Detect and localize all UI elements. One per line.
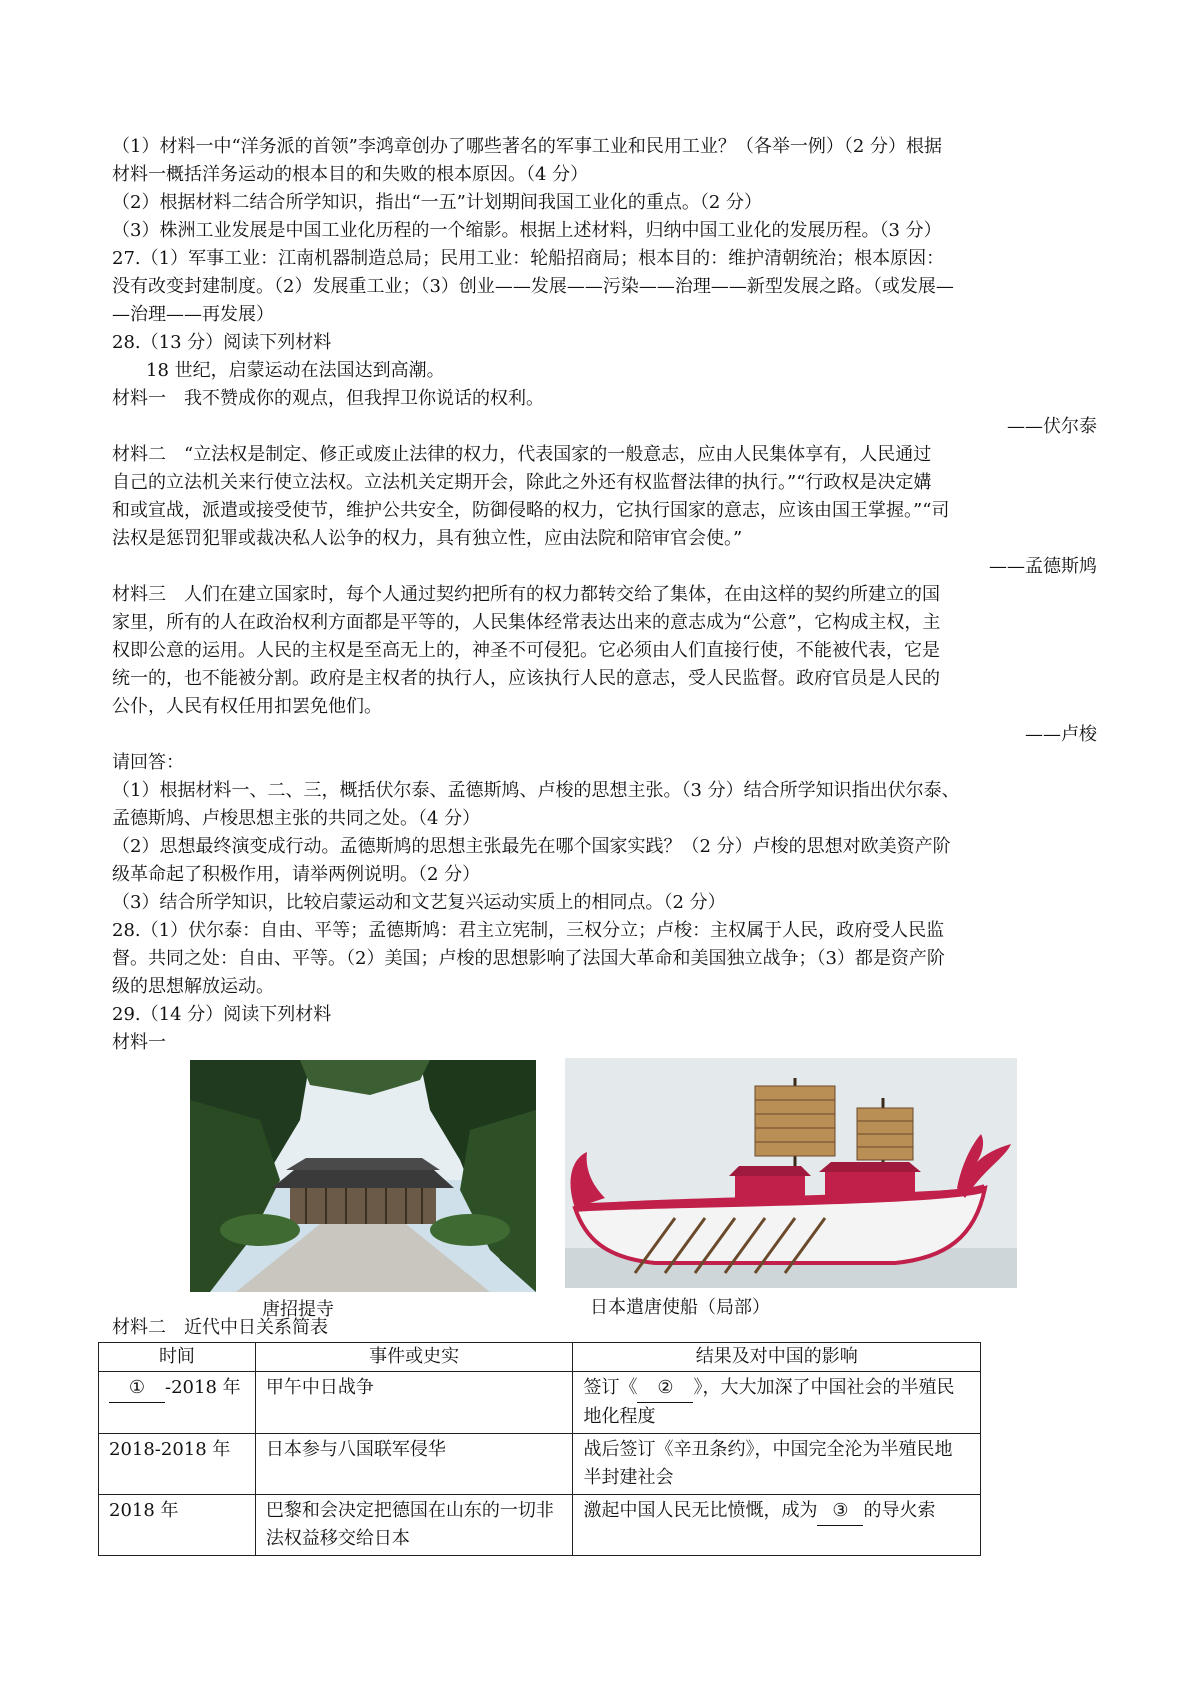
answer-28-line-1: 28.（1）伏尔泰：自由、平等；孟德斯鸠：君主立宪制，三权分立；卢梭：主权属于人民，政府受人民监: [112, 920, 945, 941]
attribution-rousseau: ——卢梭: [1025, 724, 1097, 745]
fill-blank-2: ②: [637, 1374, 693, 1403]
time-cell: [99, 1372, 256, 1434]
table-row: [99, 1434, 981, 1495]
header-time: 时间: [99, 1343, 256, 1372]
material-2-line-2: 自己的立法机关来行使立法权。立法机关定期开会，除此之外还有权监督法律的执行。”“行政权是决定媾: [112, 472, 932, 493]
material-1-voltaire: 材料一 我不赞成你的观点，但我捍卫你说话的权利。: [112, 388, 544, 409]
material-3-line-2: 家里，所有的人在政治权利方面都是平等的，人民集体经常表达出来的意志成为“公意”，它构成主权，主: [112, 612, 941, 633]
material-3-line-1: 材料三 人们在建立国家时，每个人通过契约把所有的权力都转交给了集体，在由这样的契约所建立的国: [112, 584, 940, 605]
question-28-2-line-1: （2）思想最终演变成行动。孟德斯鸠的思想主张最先在哪个国家实践？（2 分）卢梭的思想对欧美资产阶: [112, 836, 951, 857]
question-28-3: （3）结合所学知识，比较启蒙运动和文艺复兴运动实质上的相同点。（2 分）: [112, 892, 726, 913]
question-27-1-line-2: 材料一概括洋务运动的根本目的和失败的根本原因。（4 分）: [112, 164, 589, 185]
temple-photo-illustration: [190, 1060, 536, 1292]
material-2-line-4: 法权是惩罚犯罪或裁决私人讼争的权力，具有独立性，应由法院和陪审官会使。”: [112, 528, 743, 549]
fill-blank-3: ③: [817, 1497, 863, 1526]
ship-caption: 日本遣唐使船（局部）: [590, 1297, 770, 1318]
result-cell: [573, 1495, 981, 1556]
ship-photo-illustration: [565, 1058, 1017, 1288]
material-2-line-3: 和或宣战，派遣或接受使节，维护公共安全，防御侵略的权力，它执行国家的意志，应该由国王掌握。”“司: [112, 500, 950, 521]
material-2-table-title: 材料二 近代中日关系简表: [112, 1317, 328, 1338]
answer-28-line-3: 级的思想解放运动。: [112, 976, 274, 997]
header-event: 事件或史实: [255, 1343, 573, 1372]
question-28-heading: 28.（13 分）阅读下列材料: [112, 332, 332, 353]
question-29-heading: 29.（14 分）阅读下列材料: [112, 1004, 332, 1025]
event-cell: 甲午中日战争: [255, 1372, 573, 1434]
table-row: [99, 1495, 981, 1556]
sino-japanese-relations-table: [98, 1342, 981, 1556]
answer-27-line-3: —治理——再发展）: [112, 304, 274, 325]
result-cell: 战后签订《辛丑条约》，中国完全沦为半殖民地半封建社会: [573, 1434, 981, 1495]
answer-27-line-1: 27.（1）军事工业：江南机器制造总局；民用工业：轮船招商局；根本目的：维护清朝统治；根本原因：: [112, 248, 945, 269]
answer-27-line-2: 没有改变封建制度。（2）发展重工业；（3）创业——发展——污染——治理——新型发展之路。（或发展—: [112, 276, 954, 297]
result-prefix: 激起中国人民无比愤慨，成为: [583, 1500, 818, 1521]
result-cell: [573, 1372, 981, 1434]
question-28-2-line-2: 级革命起了积极作用，请举两例说明。（2 分）: [112, 864, 481, 885]
answer-28-line-2: 督。共同之处：自由、平等。（2）美国；卢梭的思想影响了法国大革命和美国独立战争；（3）都是资产阶: [112, 948, 945, 969]
temple-photo: [190, 1060, 536, 1292]
result-prefix: 签订《: [583, 1377, 638, 1398]
attribution-voltaire: ——伏尔泰: [1007, 416, 1097, 437]
question-28-1-line-1: （1）根据材料一、二、三，概括伏尔泰、孟德斯鸠、卢梭的思想主张。（3 分）结合所学知识指出伏尔泰、: [112, 780, 960, 801]
material-1-label: 材料一: [112, 1032, 166, 1053]
result-suffix: 》，大大加深了中国社会的半殖民地化程度: [583, 1377, 955, 1427]
question-27-3: （3）株洲工业发展是中国工业化历程的一个缩影。根据上述材料，归纳中国工业化的发展历程。（3 分）: [112, 220, 942, 241]
time-cell: 2018-2018 年: [99, 1434, 256, 1495]
event-cell: 日本参与八国联军侵华: [255, 1434, 573, 1495]
fill-blank-1: ①: [109, 1374, 165, 1403]
attribution-montesquieu: ——孟德斯鸠: [989, 556, 1097, 577]
time-cell: 2018 年: [99, 1495, 256, 1556]
please-answer-label: 请回答：: [112, 752, 184, 773]
material-3-line-4: 统一的，也不能被分割。政府是主权者的执行人，应该执行人民的意志，受人民监督。政府官员是人民的: [112, 668, 940, 689]
event-cell: 巴黎和会决定把德国在山东的一切非法权益移交给日本: [255, 1495, 573, 1556]
temple-caption: 唐招提寺: [262, 1299, 334, 1320]
question-27-2: （2）根据材料二结合所学知识，指出“一五”计划期间我国工业化的重点。（2 分）: [112, 192, 763, 213]
question-27-1-line-1: （1）材料一中“洋务派的首领”李鸿章创办了哪些著名的军事工业和民用工业？（各举一例）（2 分）根据: [112, 136, 943, 157]
result-suffix: 的导火索: [863, 1500, 936, 1521]
header-result: 结果及对中国的影响: [573, 1343, 981, 1372]
material-2-line-1: 材料二 “立法权是制定、修正或废止法律的权力，代表国家的一般意志，应由人民集体享有，人民通过: [112, 444, 932, 465]
ship-photo: [565, 1058, 1017, 1288]
question-28-1-line-2: 孟德斯鸠、卢梭思想主张的共同之处。（4 分）: [112, 808, 481, 829]
time-suffix: -2018 年: [165, 1377, 241, 1398]
table-row: [99, 1372, 981, 1434]
material-3-line-5: 公仆，人民有权任用扣罢免他们。: [112, 696, 382, 717]
table-header-row: [99, 1343, 981, 1372]
material-3-line-3: 权即公意的运用。人民的主权是至高无上的，神圣不可侵犯。它必须由人们直接行使，不能被代表，它是: [112, 640, 940, 661]
question-28-intro: 18 世纪，启蒙运动在法国达到高潮。: [146, 360, 445, 381]
